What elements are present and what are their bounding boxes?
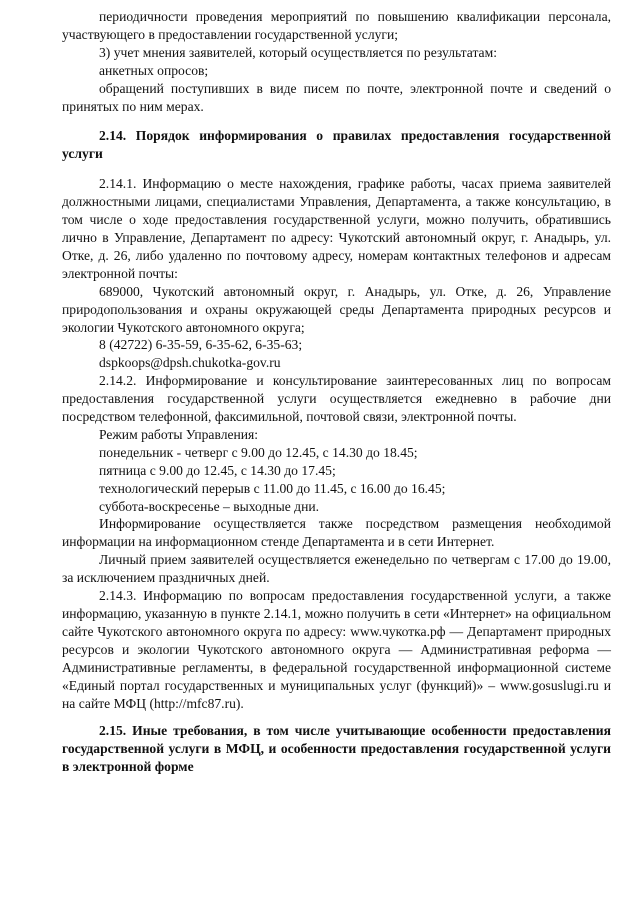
paragraph-schedule-break: технологический перерыв с 11.00 до 11.45, с 16.00 до 16.45; — [99, 480, 446, 496]
paragraph-qualification: периодичности проведения мероприятий по повышению квалификации персонала, участвующего в предоставлении государственной услуги; — [62, 9, 611, 42]
paragraph-surveys: анкетных опросов; — [99, 62, 209, 78]
paragraph-schedule-fri: пятница с 9.00 до 12.45, с 14.30 до 17.45; — [99, 462, 336, 478]
paragraph-schedule-weekend: суббота-воскресенье – выходные дни. — [99, 498, 320, 514]
document-page — [62, 8, 611, 776]
section-heading-2-14: 2.14. Порядок информирования о правилах предоставления государственной услуги — [62, 128, 611, 162]
section-heading-2-15: 2.15. Иные требования, в том числе учитывающие особенности предоставления государственной услуги в МФЦ, и особенности предоставления государственной услуги в электронной форме — [62, 723, 611, 775]
paragraph-2-14-3: 2.14.3. Информацию по вопросам предоставления государственной услуги, а также информацию, указанную в пункте 2.14.1, можно получить в сети «Интернет» на официальном сайте Чукотского автономного округа по адресу: www.чукотка.рф ― Департамент природных ресурсов и экологии Чукотского автономного округа ― Административная реформа ― Административные регламенты, в федеральной государственной информационной системе «Единый портал государственных и муниципальных услуг (функций)» – www.gosuslugi.ru и на сайте МФЦ (http://mfc87.ru). — [62, 588, 611, 711]
paragraph-appeals: обращений поступивших в виде писем по почте, электронной почте и сведений о принятых по ним мерах. — [62, 80, 611, 114]
paragraph-applicant-opinion: 3) учет мнения заявителей, который осуществляется по результатам: — [99, 44, 497, 60]
paragraph-schedule-mon-thu: понедельник - четверг с 9.00 до 12.45, с 14.30 до 18.45; — [99, 444, 418, 460]
paragraph-phones: 8 (42722) 6-35-59, 6-35-62, 6-35-63; — [99, 337, 303, 353]
paragraph-personal-reception: Личный прием заявителей осуществляется еженедельно по четвергам с 17.00 до 19.00, за исключением праздничных дней. — [62, 552, 611, 586]
paragraph-postal-address: 689000, Чукотский автономный округ, г. Анадырь, ул. Отке, д. 26, Управление природопользования и охраны окружающей среды Департамента природных ресурсов и экологии Чукотского автономного округа; — [62, 283, 611, 335]
paragraph-2-14-1: 2.14.1. Информацию о месте нахождения, графике работы, часах приема заявителей должностными лицами, специалистами Управления, Департамента, а также консультацию, в том числе о ходе предоставления государственной услуги, можно получить, обратившись лично в Управление, Департамент по адресу: Чукотский автономный округ, г. Анадырь, ул. Отке, д. 26, либо удаленно по почтовому адресу, номерам контактных телефонов и адресам электронной почты: — [62, 176, 611, 281]
paragraph-information-stand: Информирование осуществляется также посредством размещения необходимой информации на информационном стенде Департамента и в сети Интернет. — [62, 516, 611, 550]
paragraph-email: dspkoops@dpsh.chukotka-gov.ru — [99, 355, 281, 371]
paragraph-2-14-2: 2.14.2. Информирование и консультирование заинтересованных лиц по вопросам предоставления государственной услуги осуществляется ежедневно в рабочие дни посредством телефонной, факсимильной, почтовой связи, электронной почты. — [62, 373, 611, 425]
paragraph-work-schedule-title: Режим работы Управления: — [99, 426, 259, 442]
